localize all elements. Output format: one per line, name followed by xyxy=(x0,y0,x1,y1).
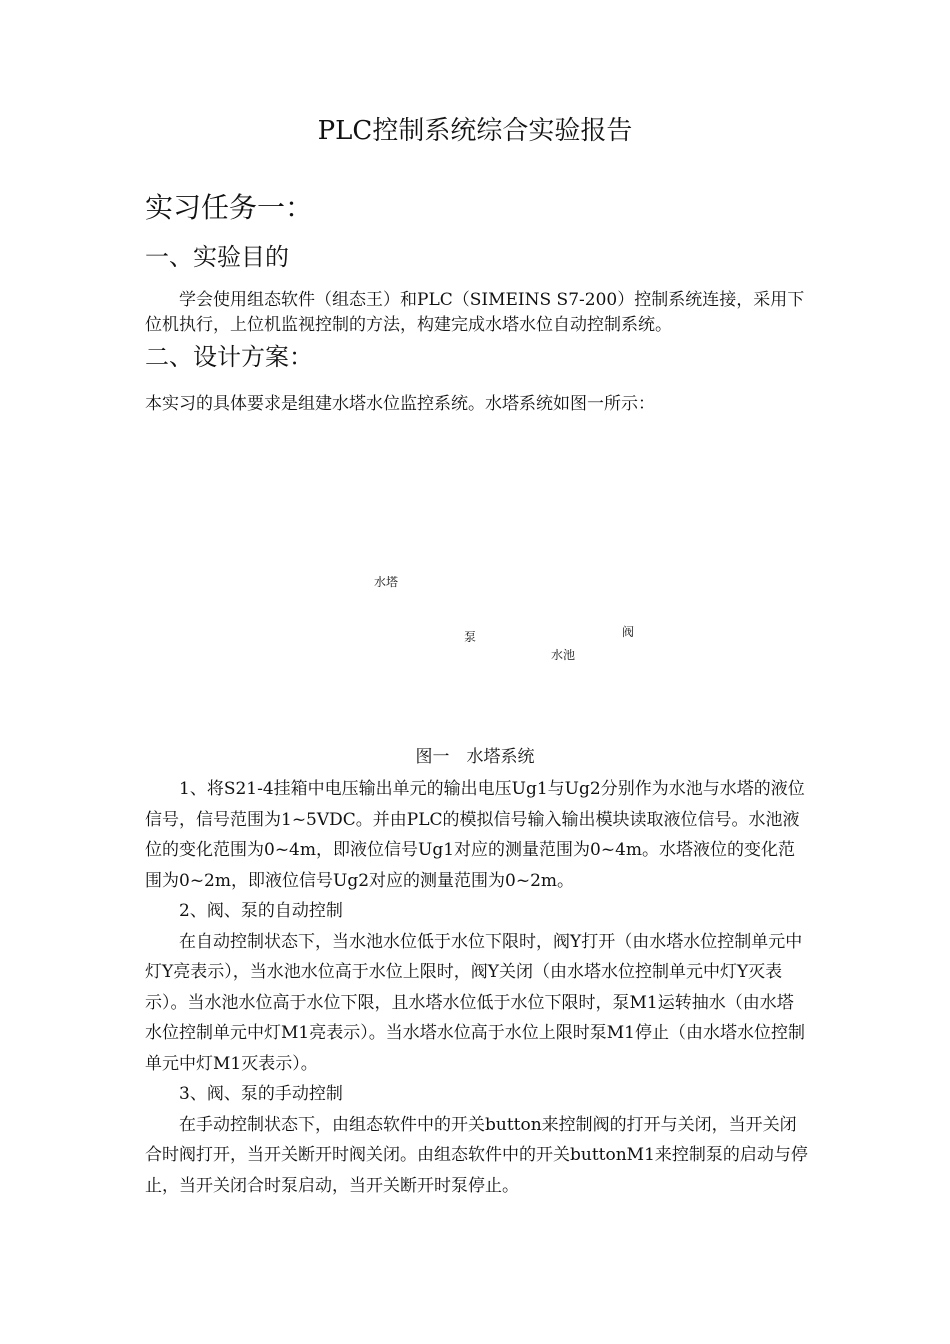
task-heading: 实习任务一： xyxy=(145,191,314,224)
water-tower-figure xyxy=(300,520,700,690)
figure-caption: 图一 水塔系统 xyxy=(415,747,535,767)
aim-text: 学会使用组态软件（组态王）和PLC（SIMEINS S7-200）控制系统连接，采用下位机执行，上位机监视控制的方法，构建完成水塔水位自动控制系统。 xyxy=(145,290,805,335)
figure-label-pool: 水池 xyxy=(551,648,576,662)
figure-label-valve: 阀 xyxy=(622,625,635,639)
body-paragraph: 在手动控制状态下，由组态软件中的开关button来控制阀的打开与关闭，当开关闭合时阀打开，当开关断开时阀关闭。由组态软件中的开关buttonM1来控制泵的启动与停止，当开关闭合时泵启动，当开关断开时泵停止。 xyxy=(145,1114,808,1196)
aim-paragraph xyxy=(145,288,810,338)
aim-heading: 一、实验目的 xyxy=(145,243,289,271)
figure-label-tower: 水塔 xyxy=(374,575,399,589)
body-paragraph: 2、阀、泵的自动控制 xyxy=(179,901,343,921)
body-paragraph: 在自动控制状态下，当水池水位低于水位下限时，阀Y打开（由水塔水位控制单元中灯Y亮表示），当水池水位高于水位上限时，阀Y关闭（由水塔水位控制单元中灯Y灭表示）。当水池水位高于水位下限，且水塔水位低于水位下限时，泵M1运转抽水（由水塔水位控制单元中灯M1亮表示）。当水塔水位高于水位上限时泵M1停止（由水塔水位控制单元中灯M1灭表示）。 xyxy=(145,931,805,1074)
body-text xyxy=(145,774,810,1201)
body-paragraph: 1、将S21-4挂箱中电压输出单元的输出电压Ug1与Ug2分别作为水池与水塔的液位信号，信号范围为1~5VDC。并由PLC的模拟信号输入输出模块读取液位信号。水池液位的变化范围为0~4m，即液位信号Ug1对应的测量范围为0~4m。水塔液位的变化范围为0~2m，即液位信号Ug2对应的测量范围为0~2m。 xyxy=(145,779,805,891)
figure-label-pump: 泵 xyxy=(464,630,477,644)
document-title: PLC控制系统综合实验报告 xyxy=(317,116,633,146)
body-paragraph: 3、阀、泵的手动控制 xyxy=(179,1084,343,1104)
design-heading: 二、设计方案： xyxy=(145,343,313,371)
design-intro: 本实习的具体要求是组建水塔水位监控系统。水塔系统如图一所示： xyxy=(145,394,655,414)
